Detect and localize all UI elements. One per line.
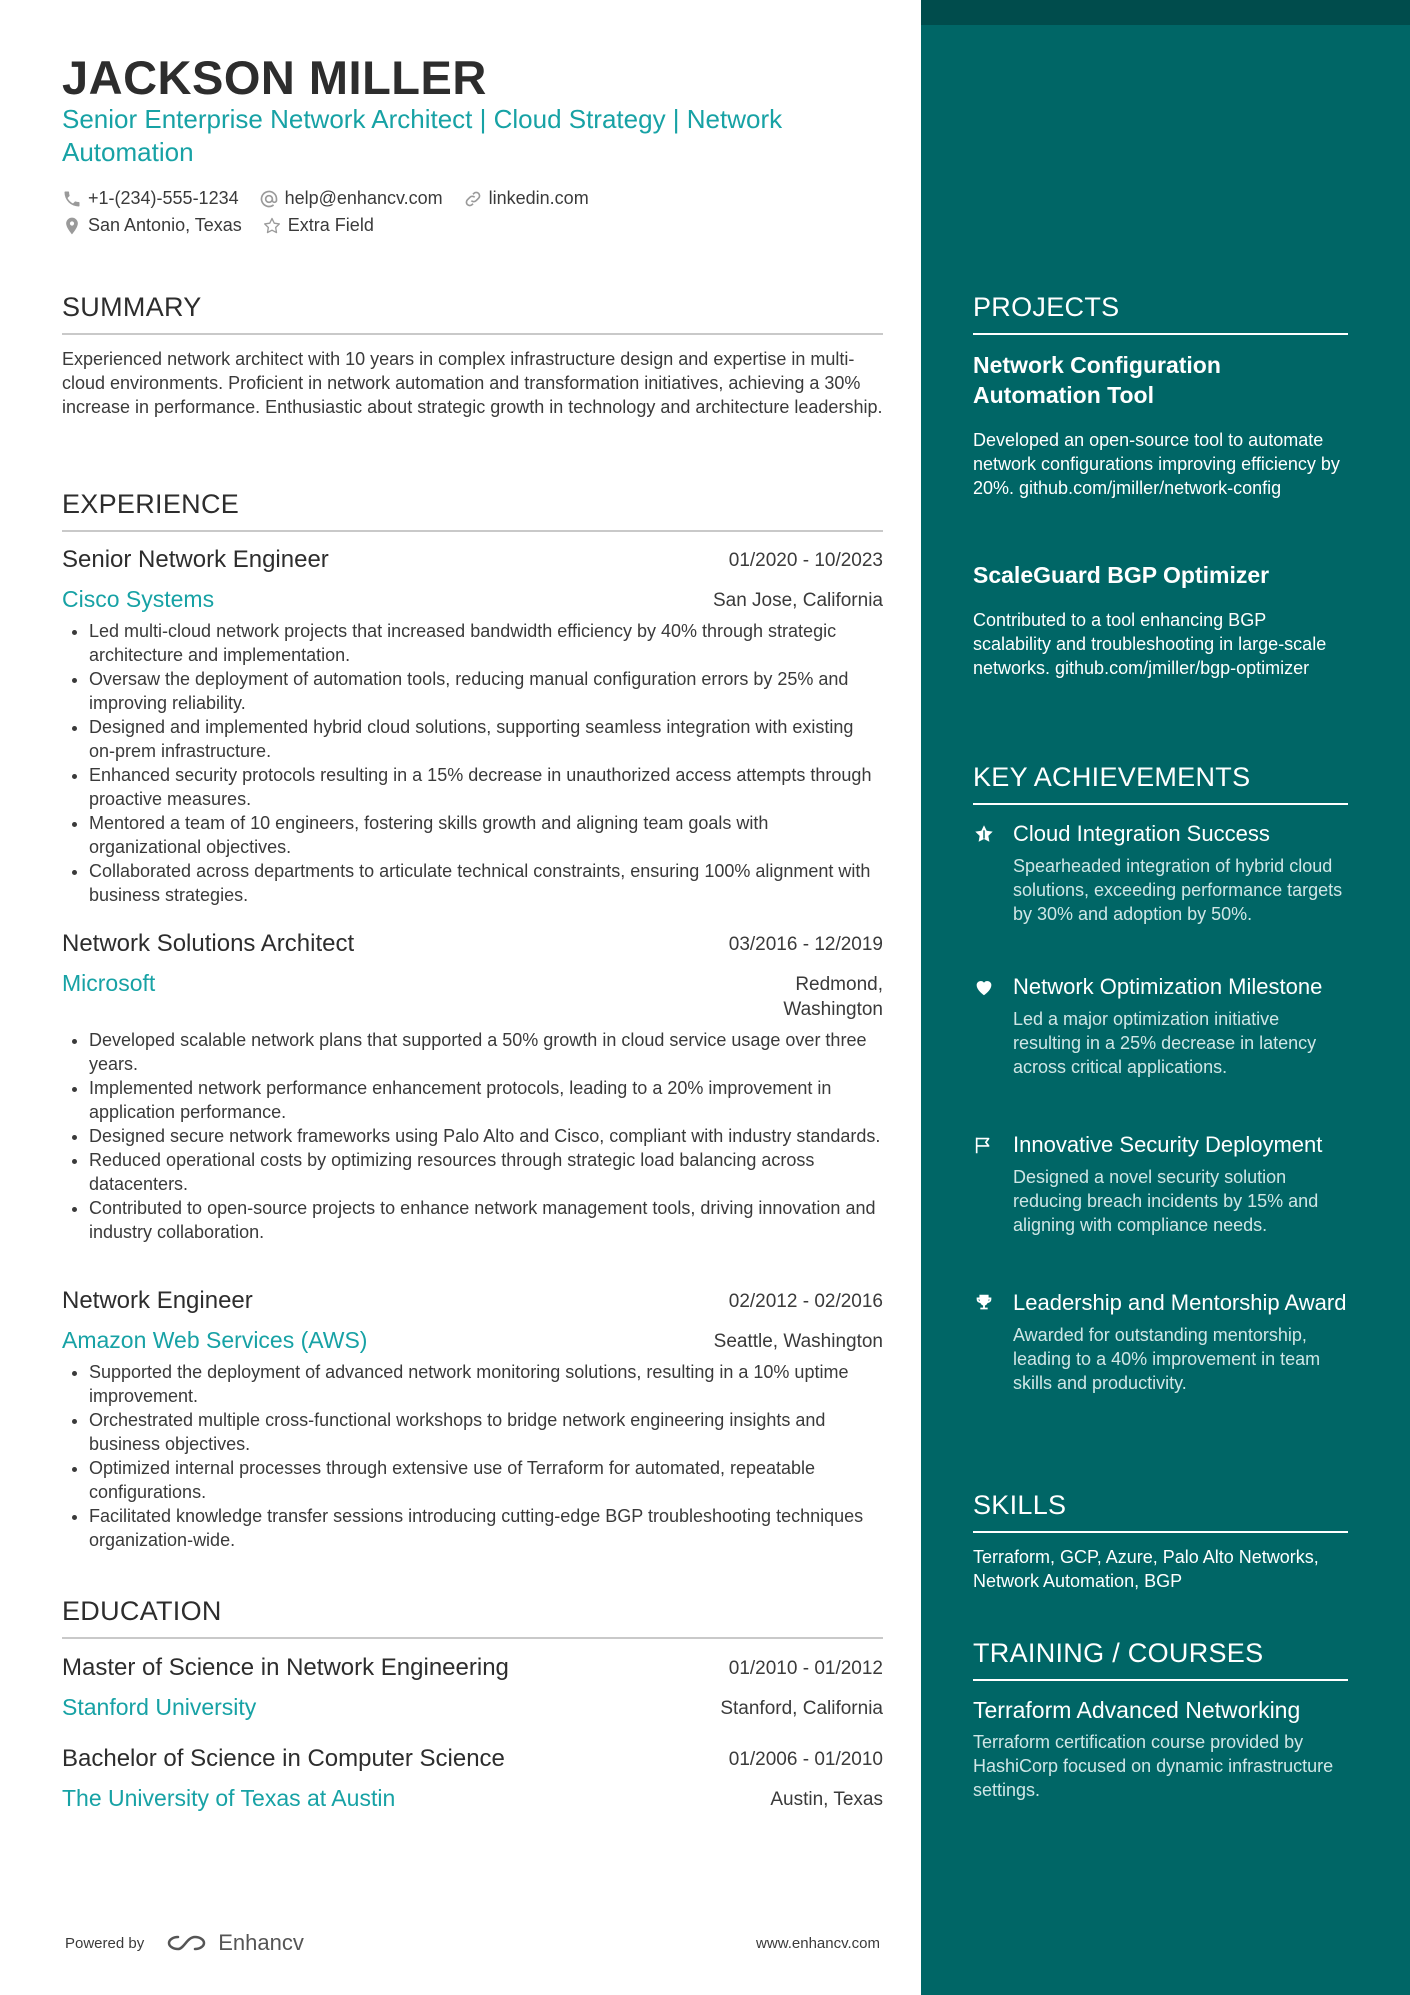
job-date: 01/2020 - 10/2023 bbox=[728, 550, 883, 571]
achievement-item bbox=[973, 1289, 1348, 1395]
project-title: ScaleGuard BGP Optimizer bbox=[973, 562, 1270, 588]
achievement-description: Designed a novel security solution reducing breach incidents by 15% and aligning with compliance needs. bbox=[1013, 1167, 1319, 1235]
achievement-item bbox=[973, 1131, 1348, 1237]
education-date: 01/2010 - 01/2012 bbox=[728, 1658, 883, 1679]
list-item: • Reduced operational costs by optimizing resources through strategic load balancing across datacenters. bbox=[89, 1148, 883, 1196]
headline: Senior Enterprise Network Architect | Cloud Strategy | Network Automation bbox=[62, 104, 783, 167]
list-item: • Optimized internal processes through extensive use of Terraform for automated, repeatable configurations. bbox=[89, 1456, 883, 1504]
job-title: Network Solutions Architect bbox=[62, 930, 355, 957]
school-name: The University of Texas at Austin bbox=[62, 1785, 396, 1811]
education-entry bbox=[62, 1745, 883, 1812]
course-description: Terraform certification course provided by HashiCorp focused on dynamic infrastructure settings. bbox=[973, 1732, 1334, 1800]
trophy-icon bbox=[973, 1289, 999, 1395]
list-item: • Designed secure network frameworks using Palo Alto and Cisco, compliant with industry standards. bbox=[89, 1124, 883, 1148]
company-name: Cisco Systems bbox=[62, 586, 215, 612]
job-title: Network Engineer bbox=[62, 1287, 253, 1314]
achievements-section bbox=[973, 762, 1348, 805]
job-entry bbox=[62, 930, 883, 1244]
extra-field-text: Extra Field bbox=[287, 215, 374, 235]
company-name: Microsoft bbox=[62, 970, 156, 996]
section-divider bbox=[62, 530, 883, 532]
linkedin-item[interactable] bbox=[463, 185, 589, 212]
achievement-title: Network Optimization Milestone bbox=[1013, 974, 1323, 999]
list-item: • Orchestrated multiple cross-functional workshops to bridge network engineering insights and business objectives. bbox=[89, 1408, 883, 1456]
location-item bbox=[62, 212, 242, 239]
sidebar-top-band bbox=[921, 0, 1410, 25]
section-divider bbox=[62, 1637, 883, 1639]
company-name: Amazon Web Services (AWS) bbox=[62, 1327, 368, 1353]
list-item: • Enhanced security protocols resulting in a 15% decrease in unauthorized access attempts through proactive measures. bbox=[89, 763, 883, 811]
job-bullets bbox=[62, 619, 883, 907]
project-title: Network Configuration Automation Tool bbox=[973, 352, 1221, 408]
linkedin-text[interactable]: linkedin.com bbox=[488, 188, 589, 208]
job-location: Seattle, Washington bbox=[713, 1331, 883, 1352]
degree-title: Master of Science in Network Engineering bbox=[62, 1654, 509, 1681]
course-title: Terraform Advanced Networking bbox=[973, 1697, 1301, 1723]
email-text[interactable]: help@enhancv.com bbox=[284, 188, 443, 208]
list-item: • Led multi-cloud network projects that increased bandwidth efficiency by 40% through strategic architecture and implementation. bbox=[89, 619, 883, 667]
education-date: 01/2006 - 01/2010 bbox=[728, 1749, 883, 1770]
sidebar bbox=[921, 0, 1410, 1995]
project-description: Developed an open-source tool to automate network configurations improving efficiency by 20%. github.com/jmiller/network-config bbox=[973, 430, 1340, 498]
section-divider bbox=[973, 1531, 1348, 1533]
education-section bbox=[62, 1596, 883, 1639]
project-description: Contributed to a tool enhancing BGP scalability and troubleshooting in large-scale networks. github.com/jmiller/bgp-optimizer bbox=[973, 610, 1327, 678]
degree-title: Bachelor of Science in Computer Science bbox=[62, 1745, 505, 1772]
achievement-item bbox=[973, 820, 1348, 926]
section-divider bbox=[973, 333, 1348, 335]
projects-section bbox=[973, 292, 1348, 335]
list-item: • Contributed to open-source projects to enhance network management tools, driving innovation and industry collaboration. bbox=[89, 1196, 883, 1244]
summary-section bbox=[62, 292, 883, 419]
achievement-description: Spearheaded integration of hybrid cloud solutions, exceeding performance targets by 30% and adoption by 50%. bbox=[1013, 856, 1343, 924]
school-location: Stanford, California bbox=[720, 1698, 883, 1719]
at-icon bbox=[259, 189, 279, 209]
summary-title: SUMMARY bbox=[62, 292, 202, 322]
contact-info bbox=[62, 185, 883, 239]
heart-icon bbox=[973, 973, 999, 1079]
education-title: EDUCATION bbox=[62, 1596, 222, 1626]
phone-item bbox=[62, 185, 239, 212]
star-outline-icon bbox=[262, 216, 282, 236]
candidate-name: JACKSON MILLER bbox=[62, 51, 487, 104]
skills-list: Terraform, GCP, Azure, Palo Alto Networks, Network Automation, BGP bbox=[973, 1547, 1319, 1591]
achievement-item bbox=[973, 973, 1348, 1079]
powered-by bbox=[65, 1930, 304, 1956]
extra-field-item bbox=[262, 212, 374, 239]
experience-section bbox=[62, 489, 883, 532]
section-divider bbox=[973, 1679, 1348, 1681]
achievement-title: Leadership and Mentorship Award bbox=[1013, 1290, 1347, 1315]
section-divider bbox=[973, 803, 1348, 805]
section-divider bbox=[62, 333, 883, 335]
list-item: • Designed and implemented hybrid cloud solutions, supporting seamless integration with existing on-prem infrastructure. bbox=[89, 715, 883, 763]
training-title: TRAINING / COURSES bbox=[973, 1638, 1264, 1668]
job-location: San Jose, California bbox=[712, 590, 883, 611]
list-item: • Collaborated across departments to articulate technical constraints, ensuring 100% alignment with business strategies. bbox=[89, 859, 883, 907]
achievement-title: Cloud Integration Success bbox=[1013, 821, 1270, 846]
list-item: • Facilitated knowledge transfer sessions introducing cutting-edge BGP troubleshooting techniques organization-wide. bbox=[89, 1504, 883, 1552]
project-entry bbox=[973, 350, 1348, 500]
skills-title: SKILLS bbox=[973, 1490, 1067, 1520]
achievements-title: KEY ACHIEVEMENTS bbox=[973, 762, 1251, 792]
job-bullets bbox=[62, 1028, 883, 1244]
education-entry bbox=[62, 1654, 883, 1721]
phone-icon bbox=[62, 189, 82, 209]
star-icon bbox=[973, 820, 999, 926]
experience-title: EXPERIENCE bbox=[62, 489, 240, 519]
flag-icon bbox=[973, 1131, 999, 1237]
list-item: • Supported the deployment of advanced network monitoring solutions, resulting in a 10% uptime improvement. bbox=[89, 1360, 883, 1408]
enhancv-logo[interactable] bbox=[164, 1930, 304, 1956]
powered-by-label: Powered by bbox=[65, 1934, 145, 1952]
training-section bbox=[973, 1638, 1348, 1681]
school-location: Austin, Texas bbox=[770, 1789, 883, 1810]
website-link[interactable]: www.enhancv.com bbox=[756, 1934, 880, 1952]
brand-name: Enhancv bbox=[218, 1930, 304, 1955]
achievement-title: Innovative Security Deployment bbox=[1013, 1132, 1323, 1157]
list-item: • Mentored a team of 10 engineers, fostering skills growth and aligning team goals with organizational objectives. bbox=[89, 811, 883, 859]
job-entry bbox=[62, 546, 883, 907]
job-title: Senior Network Engineer bbox=[62, 546, 329, 573]
email-item[interactable] bbox=[259, 185, 443, 212]
school-name: Stanford University bbox=[62, 1694, 257, 1720]
link-icon bbox=[463, 189, 483, 209]
enhancv-logo-icon bbox=[164, 1931, 210, 1955]
achievement-description: Led a major optimization initiative resulting in a 25% decrease in latency across critical applications. bbox=[1013, 1009, 1317, 1077]
course-entry bbox=[973, 1697, 1348, 1802]
job-date: 03/2016 - 12/2019 bbox=[728, 934, 883, 955]
list-item: • Oversaw the deployment of automation tools, reducing manual configuration errors by 25% and improving reliability. bbox=[89, 667, 883, 715]
job-entry bbox=[62, 1287, 883, 1552]
project-entry bbox=[973, 560, 1348, 680]
location-text: San Antonio, Texas bbox=[88, 215, 242, 235]
job-date: 02/2012 - 02/2016 bbox=[728, 1291, 883, 1312]
list-item: • Implemented network performance enhancement protocols, leading to a 20% improvement in application performance. bbox=[89, 1076, 883, 1124]
footer bbox=[65, 1930, 880, 1956]
location-pin-icon bbox=[62, 216, 82, 236]
phone-text: +1-(234)-555-1234 bbox=[88, 188, 239, 208]
job-location: Redmond, Washington bbox=[783, 974, 883, 1020]
skills-section bbox=[973, 1490, 1348, 1593]
achievement-description: Awarded for outstanding mentorship, leading to a 40% improvement in team skills and productivity. bbox=[1013, 1325, 1321, 1393]
list-item: • Developed scalable network plans that supported a 50% growth in cloud service usage over three years. bbox=[89, 1028, 883, 1076]
projects-title: PROJECTS bbox=[973, 292, 1120, 322]
summary-text: Experienced network architect with 10 years in complex infrastructure design and expertise in multi-cloud environments. Proficient in network automation and transformation initiatives, achieving a 30% increase in performance. Enthusiastic about strategic growth in technology and architecture leadership. bbox=[62, 349, 883, 417]
job-bullets bbox=[62, 1360, 883, 1552]
